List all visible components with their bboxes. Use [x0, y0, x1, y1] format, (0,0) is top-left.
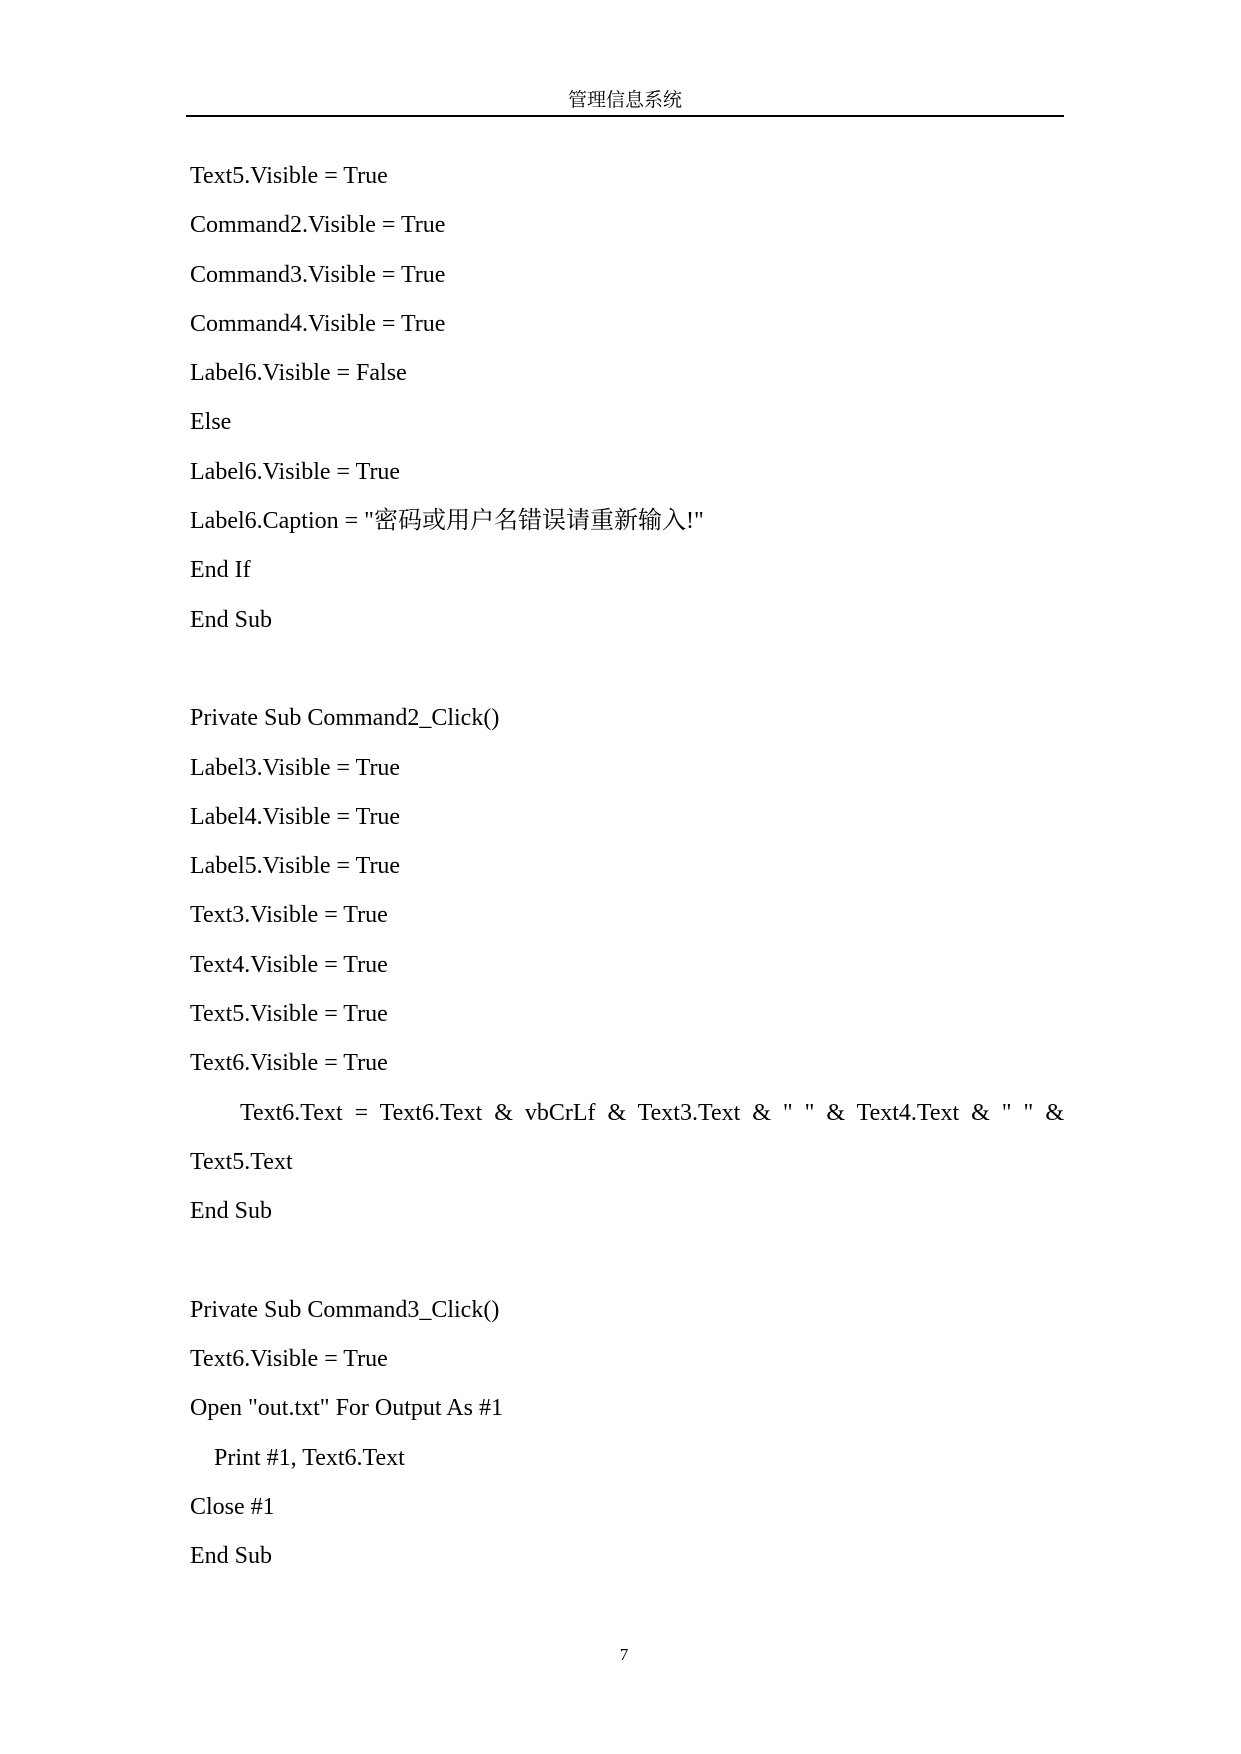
code-line: Text3.Visible = True [190, 902, 388, 929]
code-line: Label4.Visible = True [190, 803, 401, 830]
code-line: Close #1 [190, 1494, 275, 1521]
code-listing [190, 152, 1064, 1582]
code-line: Text6.Text = Text6.Text & vbCrLf & Text3.Text & " " & Text4.Text & " " & [240, 1099, 1064, 1126]
code-line: Private Sub Command3_Click() [190, 1296, 500, 1323]
code-line: Print #1, Text6.Text [214, 1444, 405, 1471]
code-line: Text4.Visible = True [190, 951, 388, 978]
code-line: Label6.Visible = True [190, 458, 401, 485]
code-line: Command3.Visible = True [190, 261, 446, 288]
code-line: End Sub [190, 606, 273, 633]
code-line: Command2.Visible = True [190, 212, 446, 239]
code-line: Else [190, 409, 232, 436]
code-line: Open "out.txt" For Output As #1 [190, 1395, 503, 1422]
code-line: Label6.Visible = False [190, 360, 407, 387]
blank-line [190, 645, 1064, 694]
code-line: Text6.Visible = True [190, 1346, 388, 1373]
code-line: End Sub [190, 1543, 273, 1570]
code-line: Label6.Caption = "密码或用户名错误请重新输入!" [190, 508, 704, 535]
blank-line [190, 1237, 1064, 1286]
code-line: End Sub [190, 1198, 273, 1225]
code-line: Command4.Visible = True [190, 310, 446, 337]
page-number: 7 [619, 1645, 629, 1664]
code-line: Label3.Visible = True [190, 754, 401, 781]
code-line: Private Sub Command2_Click() [190, 705, 500, 732]
code-line: Text6.Visible = True [190, 1050, 388, 1077]
header-rule [186, 115, 1064, 117]
code-line: Label5.Visible = True [190, 853, 401, 880]
code-line: Text5.Text [190, 1148, 293, 1175]
code-line: Text5.Visible = True [190, 163, 388, 189]
code-line: Text5.Visible = True [190, 1001, 388, 1028]
running-header-title: 管理信息系统 [567, 90, 682, 111]
code-line: End If [190, 557, 251, 584]
